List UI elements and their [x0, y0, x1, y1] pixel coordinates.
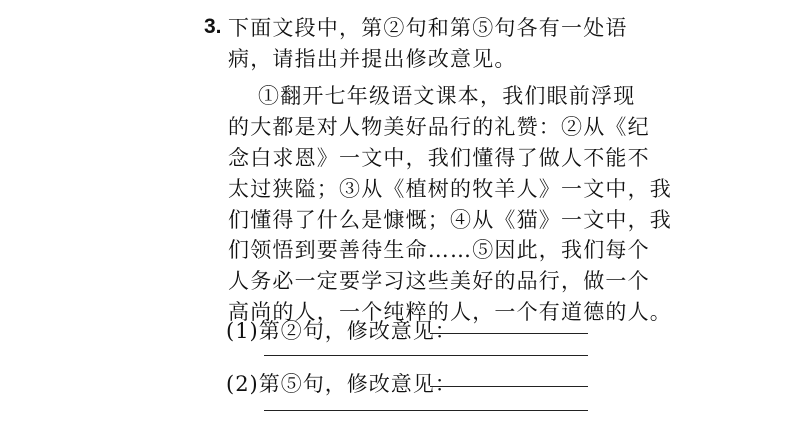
answer-1-blank-line[interactable]	[264, 355, 588, 356]
answer-2-inline-blank[interactable]	[430, 386, 588, 387]
answer-1-label: (1)第②句，修改意见：	[226, 319, 457, 343]
passage-line-7: 人务必一定要学习这些美好的品行，做一个	[228, 269, 650, 293]
passage-line-3: 念白求恩》一文中，我们懂得了做人不能不	[228, 146, 650, 170]
answer-1-inline-blank[interactable]	[430, 333, 588, 334]
prompt-line-1: 下面文段中，第②句和第⑤句各有一处语	[228, 16, 628, 40]
passage-line-4: 太过狭隘；③从《植树的牧羊人》一文中，我	[228, 177, 672, 201]
answer-2-blank-line[interactable]	[264, 410, 588, 411]
prompt-line-2: 病，请指出并提出修改意见。	[228, 47, 517, 71]
passage-line-5: 们懂得了什么是慷慨；④从《猫》一文中，我	[228, 208, 672, 232]
passage-line-2: 的大都是对人物美好品行的礼赞：②从《纪	[228, 115, 650, 139]
answer-2-label: (2)第⑤句，修改意见：	[226, 372, 457, 396]
question-number: 3.	[204, 15, 222, 38]
passage-line-6: 们领悟到要善待生命……⑤因此，我们每个	[228, 238, 650, 262]
passage-line-1: ①翻开七年级语文课本，我们眼前浮现	[258, 84, 636, 108]
passage-line-8: 高尚的人，一个纯粹的人，一个有道德的人。	[228, 300, 672, 324]
